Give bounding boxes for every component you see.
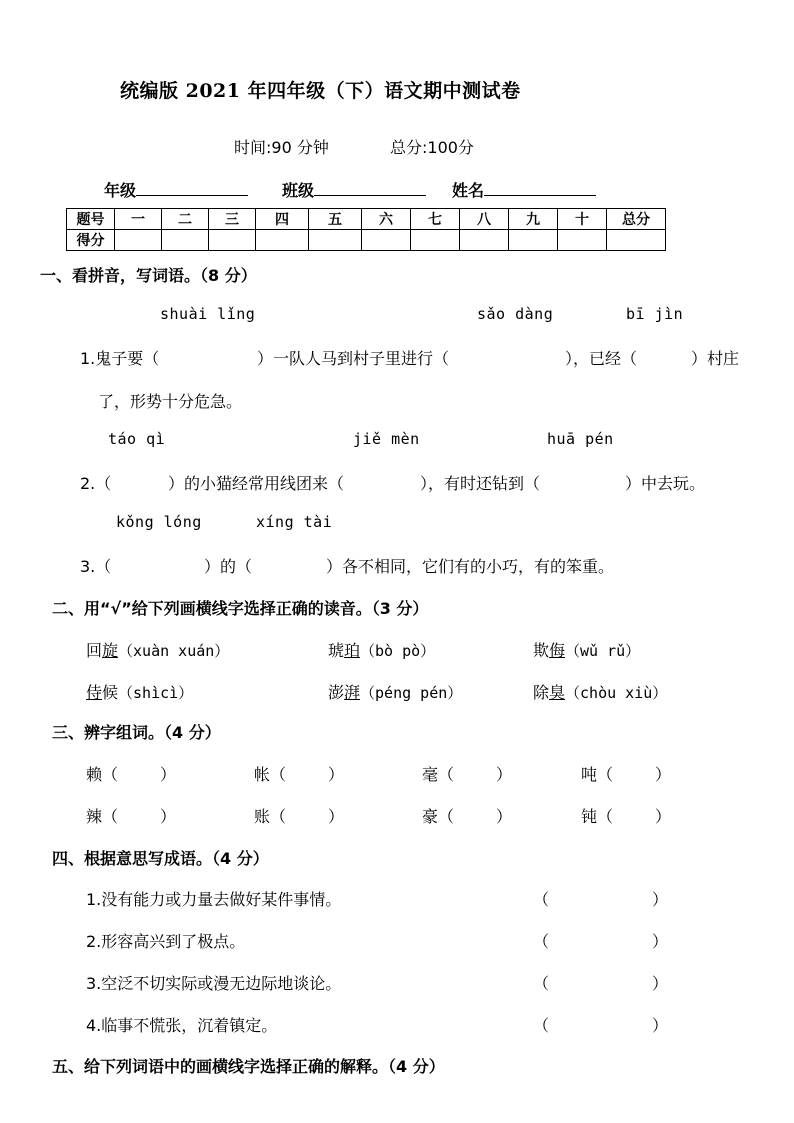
idiom-question: 4.临事不慌张，沉着镇定。 xyxy=(86,1016,278,1035)
question-2-seg: ），有时还钻到（ xyxy=(420,474,541,493)
underlined-char: 侮 xyxy=(549,641,566,660)
item-char: 豪（ xyxy=(422,807,455,826)
paren: ） xyxy=(160,765,177,784)
grade-label: 年级 xyxy=(104,181,137,200)
idiom-answer-open[interactable]: （ xyxy=(533,932,550,951)
score-cell[interactable] xyxy=(411,230,460,251)
grade-blank[interactable] xyxy=(136,179,248,196)
idiom-question: 3.空泛不切实际或漫无边际地谈论。 xyxy=(86,974,342,993)
word-item xyxy=(86,804,176,827)
item-char: 吨（ xyxy=(581,765,614,784)
score-cell[interactable] xyxy=(460,230,509,251)
score-col: 八 xyxy=(460,209,509,230)
score-col: 五 xyxy=(309,209,362,230)
item-char: 回 xyxy=(86,641,103,660)
underlined-char: 臭 xyxy=(549,683,566,702)
idiom-answer-close: ） xyxy=(652,932,669,951)
pronunciation-options[interactable]: （péng pén） xyxy=(360,684,463,702)
item-char: 账（ xyxy=(254,807,287,826)
word-item xyxy=(422,762,512,785)
word-item xyxy=(581,762,671,785)
word-item xyxy=(422,804,512,827)
score-table xyxy=(66,208,666,251)
question-1-line2: 了，形势十分危急。 xyxy=(98,392,243,411)
pronunciation-options[interactable]: （wǔ rǔ） xyxy=(565,642,641,660)
score-cell[interactable] xyxy=(607,230,666,251)
idiom-answer-close: ） xyxy=(652,974,669,993)
score-cell[interactable] xyxy=(209,230,256,251)
paren: ） xyxy=(328,765,345,784)
pronunciation-item xyxy=(328,638,435,661)
pronunciation-item xyxy=(86,638,229,661)
score-cell[interactable] xyxy=(162,230,209,251)
item-char: 欺 xyxy=(533,641,550,660)
score-col: 二 xyxy=(162,209,209,230)
item-char: 钝（ xyxy=(581,807,614,826)
class-label: 班级 xyxy=(282,181,315,200)
word-item xyxy=(86,762,176,785)
score-col: 十 xyxy=(558,209,607,230)
name-blank[interactable] xyxy=(484,179,596,196)
pinyin: huā pén xyxy=(547,430,614,448)
idiom-answer-close: ） xyxy=(652,1016,669,1035)
question-3-seg: ）各不相同，它们有的小巧，有的笨重。 xyxy=(326,557,615,576)
pinyin: táo qì xyxy=(108,430,166,448)
idiom-question: 2.形容高兴到了极点。 xyxy=(86,932,246,951)
question-2-seg: 2.（ xyxy=(80,474,112,493)
question-1-seg: ），已经（ xyxy=(565,349,638,368)
question-1-seg: ）村庄 xyxy=(691,349,740,368)
item-char: 赖（ xyxy=(86,765,119,784)
question-1-seg: ）一队人马到村子里进行（ xyxy=(257,349,450,368)
name-label: 姓名 xyxy=(452,181,485,200)
score-cell[interactable] xyxy=(309,230,362,251)
class-field xyxy=(282,178,426,201)
score-col: 四 xyxy=(256,209,309,230)
item-char: 除 xyxy=(533,683,550,702)
pronunciation-options[interactable]: （chòu xiù） xyxy=(565,684,668,702)
underlined-char: 珀 xyxy=(344,641,361,660)
pronunciation-item xyxy=(86,680,193,703)
paren: ） xyxy=(160,807,177,826)
score-cell[interactable] xyxy=(115,230,162,251)
score-col: 七 xyxy=(411,209,460,230)
pinyin: kǒng lóng xyxy=(116,513,202,531)
score-col: 六 xyxy=(362,209,411,230)
idiom-answer-open[interactable]: （ xyxy=(533,890,550,909)
item-char: 琥 xyxy=(328,641,345,660)
paren: ） xyxy=(655,765,672,784)
name-field xyxy=(452,178,596,201)
question-2-seg: ）中去玩。 xyxy=(625,474,706,493)
item-char: 澎 xyxy=(328,683,345,702)
score-col: 总分 xyxy=(607,209,666,230)
section1-heading: 一、看拼音，写词语。（8 分） xyxy=(40,266,257,285)
pronunciation-item xyxy=(533,680,667,703)
section3-heading: 三、辨字组词。（4 分） xyxy=(52,723,221,742)
question-3-seg: ）的（ xyxy=(204,557,253,576)
idiom-question: 1.没有能力或力量去做好某件事情。 xyxy=(86,890,342,909)
grade-field xyxy=(104,178,248,201)
word-item xyxy=(581,804,671,827)
score-table-header-row xyxy=(67,209,666,230)
idiom-answer-close: ） xyxy=(652,890,669,909)
underlined-char: 侍 xyxy=(86,683,103,702)
pinyin: jiě mèn xyxy=(353,430,420,448)
exam-title: 统编版 2021 年四年级（下）语文期中测试卷 xyxy=(120,80,521,102)
score-row-label: 题号 xyxy=(67,209,115,230)
pinyin: xíng tài xyxy=(256,513,333,531)
underlined-char: 旋 xyxy=(102,641,119,660)
word-item xyxy=(254,804,344,827)
pronunciation-item xyxy=(328,680,462,703)
score-cell[interactable] xyxy=(509,230,558,251)
score-cell[interactable] xyxy=(362,230,411,251)
score-col: 三 xyxy=(209,209,256,230)
class-blank[interactable] xyxy=(314,179,426,196)
idiom-answer-open[interactable]: （ xyxy=(533,1016,550,1035)
underlined-char: 湃 xyxy=(344,683,361,702)
score-col: 一 xyxy=(115,209,162,230)
word-item xyxy=(254,762,344,785)
pronunciation-options[interactable]: （xuàn xuán） xyxy=(118,642,230,660)
pinyin: sǎo dàng xyxy=(477,305,554,323)
question-3-seg: 3.（ xyxy=(80,557,112,576)
item-char: 毫（ xyxy=(422,765,455,784)
pinyin: bī jìn xyxy=(626,305,684,323)
item-char: 辣（ xyxy=(86,807,119,826)
idiom-answer-open[interactable]: （ xyxy=(533,974,550,993)
question-1-seg: 1.鬼子要（ xyxy=(80,349,160,368)
paren: ） xyxy=(328,807,345,826)
section5-heading: 五、给下列词语中的画横线字选择正确的解释。（4 分） xyxy=(52,1057,445,1076)
item-char: 候 xyxy=(102,683,119,702)
paren: ） xyxy=(496,765,513,784)
question-2-seg: ）的小猫经常用线团来（ xyxy=(168,474,345,493)
pronunciation-options[interactable]: （shìcì） xyxy=(118,684,194,702)
score-cell[interactable] xyxy=(256,230,309,251)
exam-total: 总分:100分 xyxy=(390,138,474,157)
pinyin: shuài lǐng xyxy=(160,305,256,323)
score-table-score-row xyxy=(67,230,666,251)
section2-heading: 二、用“√”给下列画横线字选择正确的读音。（3 分） xyxy=(52,599,429,618)
section4-heading: 四、根据意思写成语。（4 分） xyxy=(52,849,269,868)
score-cell[interactable] xyxy=(558,230,607,251)
score-row-label: 得分 xyxy=(67,230,115,251)
pronunciation-options[interactable]: （bò pò） xyxy=(360,642,436,660)
item-char: 帐（ xyxy=(254,765,287,784)
pronunciation-item xyxy=(533,638,640,661)
exam-time: 时间:90 分钟 xyxy=(234,138,329,157)
score-col: 九 xyxy=(509,209,558,230)
paren: ） xyxy=(655,807,672,826)
paren: ） xyxy=(496,807,513,826)
